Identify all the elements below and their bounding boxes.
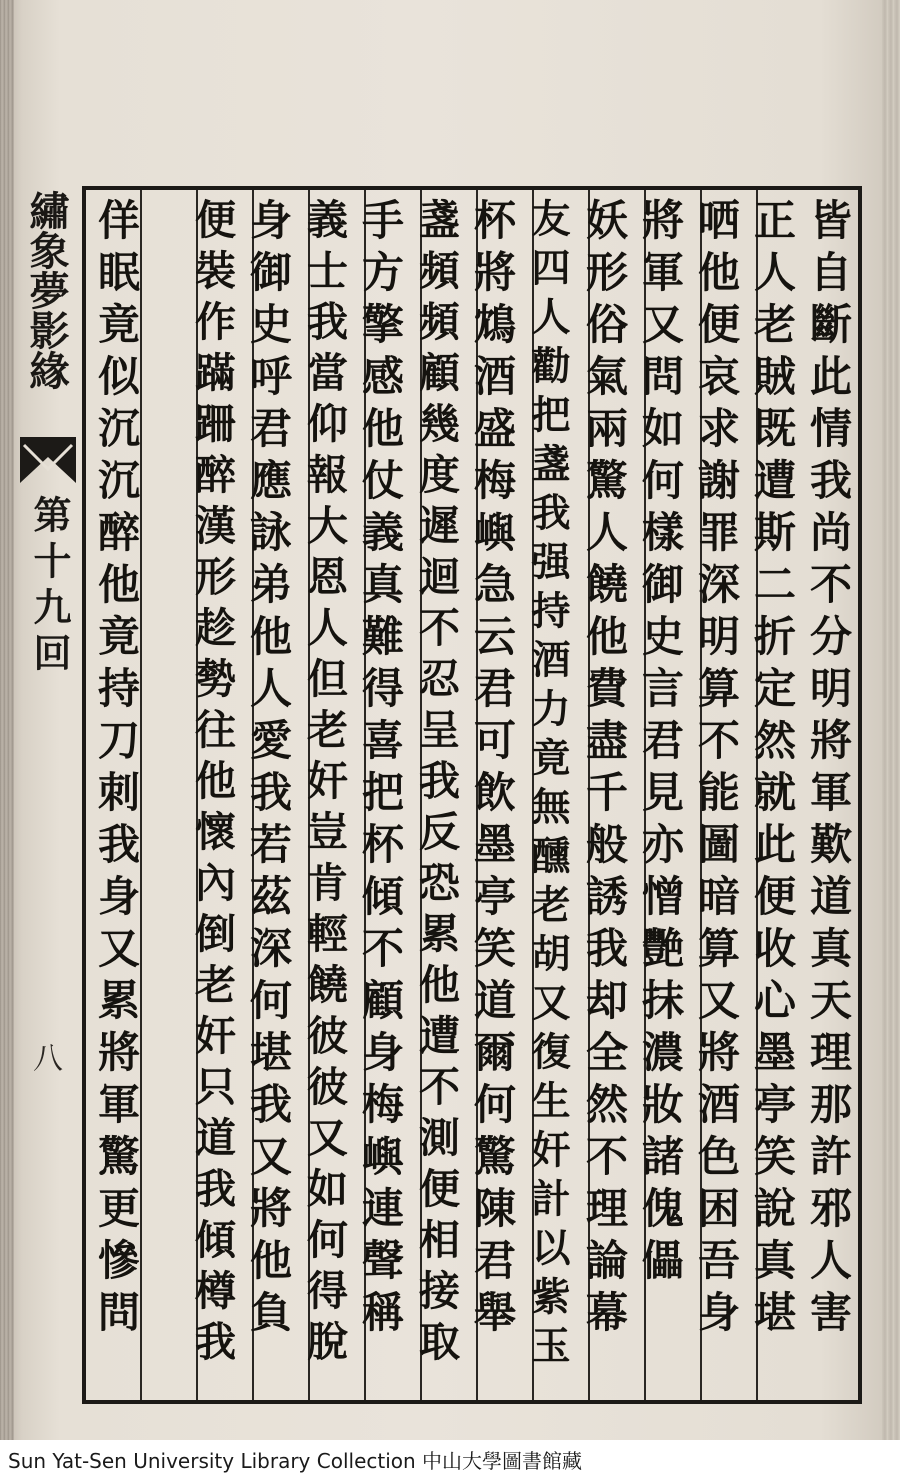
text-column: 正人老賊既遭斯二折定然就此便收心墨亭笑說真堪 xyxy=(748,198,797,1342)
margin-book-title: 繡象夢影緣 xyxy=(23,190,70,390)
text-column: 妖形俗氣兩驚人饒他費盡千般誘我却全然不理論幕 xyxy=(580,198,629,1342)
book-spine-edge xyxy=(0,0,14,1440)
text-column: 哂他便哀求謝罪深明算不能圖暗算又將酒色困吾身 xyxy=(692,198,741,1342)
text-column: 便裝作蹣跚醉漢形趁勢往他懷內倒老奸只道我傾樽我 xyxy=(188,198,236,1371)
margin-leaf-number: 八 xyxy=(27,1042,62,1072)
text-column: 盞頻頻顧幾度遲迴不忍呈我反恐累他遭不測便相接取 xyxy=(412,198,460,1371)
text-column: 皆自斷此情我尚不分明將軍歎道真天理那許邪人害 xyxy=(804,198,853,1342)
margin-chapter-label: 第十九回 xyxy=(27,495,72,679)
text-column: 身御史呼君應詠弟他人愛我若茲深何堪我又將他負 xyxy=(244,198,293,1342)
text-column: 佯眠竟似沉沉醉他竟持刀刺我身又累將軍驚更慘問 xyxy=(92,198,141,1342)
text-column: 友四人勸把盞我强持酒力竟無醺老胡又復生奸計以紫玉 xyxy=(525,198,571,1374)
fish-tail-ornament-icon xyxy=(18,435,78,485)
text-column: 杯將鴆酒盛梅嶼急云君可飲墨亭笑道爾何驚陳君舉 xyxy=(468,198,517,1342)
text-column: 將軍又問如何樣御史言君見亦憎艷抹濃妝諸傀儡 xyxy=(636,198,685,1290)
text-column: 手方擎感他仗義真難得喜把杯傾不顧身梅嶼連聲稱 xyxy=(356,198,405,1342)
page-fore-edge xyxy=(882,0,900,1440)
text-column: 義士我當仰報大恩人但老奸豈肯輕饒彼彼又如何得脫 xyxy=(300,198,348,1371)
library-caption: Sun Yat-Sen University Library Collection 中山大學圖書館藏 xyxy=(0,1440,900,1479)
